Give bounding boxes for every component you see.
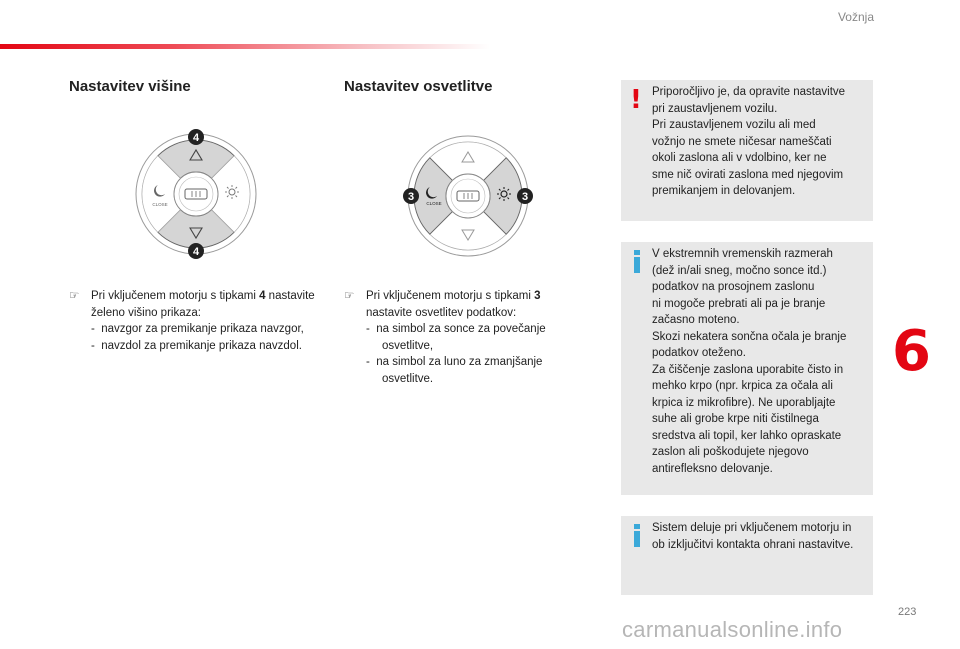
- header-accent-bar: [0, 44, 490, 49]
- warning-note: [621, 80, 873, 221]
- note-line: premikanjem in delovanjem.: [652, 185, 796, 197]
- note-line: zaslon ali poškodujete njegovo: [652, 446, 809, 458]
- note-line: Skozi nekatera sončna očala je branje: [652, 330, 847, 343]
- subitem-text: navzdol za premikanje prikaza navzdol.: [101, 339, 302, 352]
- warning-note-text: [652, 84, 867, 200]
- note-line: pri zaustavljenem vozilu.: [652, 102, 778, 115]
- note-line: (dež in/ali sneg, močno sonce itd.): [652, 264, 827, 277]
- note-line: krpica iz mikrofibre). Ne uporabljajte: [652, 396, 836, 409]
- info-note-memory: [621, 516, 873, 595]
- close-label: CLOSE: [152, 202, 168, 207]
- hud-control-figure-brightness: [398, 132, 538, 265]
- note-line: okoli zaslona ali v vdolbino, ker ne: [652, 152, 827, 164]
- note-line: ni mogoče prebrati ali pa je branje: [652, 297, 826, 310]
- note-line: podatkov oteženo.: [652, 347, 746, 359]
- pointer-bullet-icon: ☞: [69, 290, 80, 302]
- note-line: mehko krpo (npr. krpica za očala ali: [652, 380, 833, 392]
- instruction-button-number: 4: [259, 290, 266, 302]
- close-label: CLOSE: [426, 201, 442, 206]
- pointer-bullet-icon: ☞: [344, 290, 355, 302]
- heading-brightness-setting: Nastavitev osvetlitve: [344, 78, 493, 95]
- info-note-weather-text: [652, 246, 867, 477]
- info-icon: [632, 250, 642, 274]
- info-note-weather: [621, 242, 873, 495]
- note-line: Za čiščenje zaslona uporabite čisto in: [652, 363, 844, 376]
- chapter-number: 6: [892, 319, 931, 384]
- badge-button-4-bottom: 4: [192, 246, 200, 258]
- instruction-subitem: - na simbol za luno za zmanjšanje osvetlitve.: [366, 356, 543, 385]
- note-line: antirefleksno delovanje.: [652, 462, 773, 475]
- instruction-text: Pri vključenem motorju s tipkami: [366, 290, 535, 302]
- instruction-brightness: [344, 288, 566, 387]
- info-note-memory-text: [652, 520, 867, 553]
- note-line: Pri zaustavljenem vozilu ali med: [652, 119, 816, 131]
- instruction-height: [69, 288, 331, 354]
- note-line: začasno moteno.: [652, 314, 740, 326]
- note-line: sredstva ali topil, ker lahko opraskate: [652, 429, 842, 442]
- badge-button-3-left: 3: [407, 191, 415, 203]
- note-line: sme nič ovirati zaslona med njegovim: [652, 168, 844, 181]
- heading-height-setting: Nastavitev višine: [69, 78, 191, 95]
- subitem-text: navzgor za premikanje prikaza navzgor,: [101, 323, 304, 335]
- watermark: carmanualsonline.info: [622, 617, 843, 642]
- warning-icon: !: [630, 85, 642, 115]
- instruction-subitem: - navzgor za premikanje prikaza navzgor,: [91, 323, 304, 335]
- subitem-text: na simbol za sonce za povečanje osvetlitve,: [376, 323, 546, 352]
- note-line: podatkov na prosojnem zaslonu: [652, 281, 815, 293]
- page-number: 223: [898, 606, 917, 618]
- instruction-text-continued: nastavite želeno višino prikaza:: [91, 290, 315, 319]
- instruction-subitem: - na simbol za sonce za povečanje osvetlitve,: [366, 323, 546, 352]
- note-line: V ekstremnih vremenskih razmerah: [652, 248, 833, 260]
- info-icon: [632, 524, 642, 548]
- instruction-button-number: 3: [534, 290, 541, 302]
- instruction-subitem: - navzdol za premikanje prikaza navzdol.: [91, 339, 302, 352]
- hud-control-figure-height: [130, 126, 262, 267]
- instruction-text-continued: nastavite osvetlitev podatkov:: [366, 306, 517, 319]
- badge-button-3-right: 3: [521, 191, 529, 203]
- section-title: Vožnja: [837, 10, 874, 24]
- note-line: ob izključitvi kontakta ohrani nastavitve.: [652, 538, 854, 551]
- note-line: Sistem deluje pri vključenem motorju in: [652, 522, 852, 534]
- instruction-text: Pri vključenem motorju s tipkami: [91, 290, 260, 302]
- note-line: Priporočljivo je, da opravite nastavitve: [652, 86, 846, 98]
- badge-button-4-top: 4: [192, 132, 200, 144]
- note-line: suhe ali grobe krpe niti čistilnega: [652, 413, 819, 425]
- note-line: vožnjo ne smete ničesar nameščati: [652, 135, 832, 148]
- subitem-text: na simbol za luno za zmanjšanje osvetlitve.: [376, 356, 543, 385]
